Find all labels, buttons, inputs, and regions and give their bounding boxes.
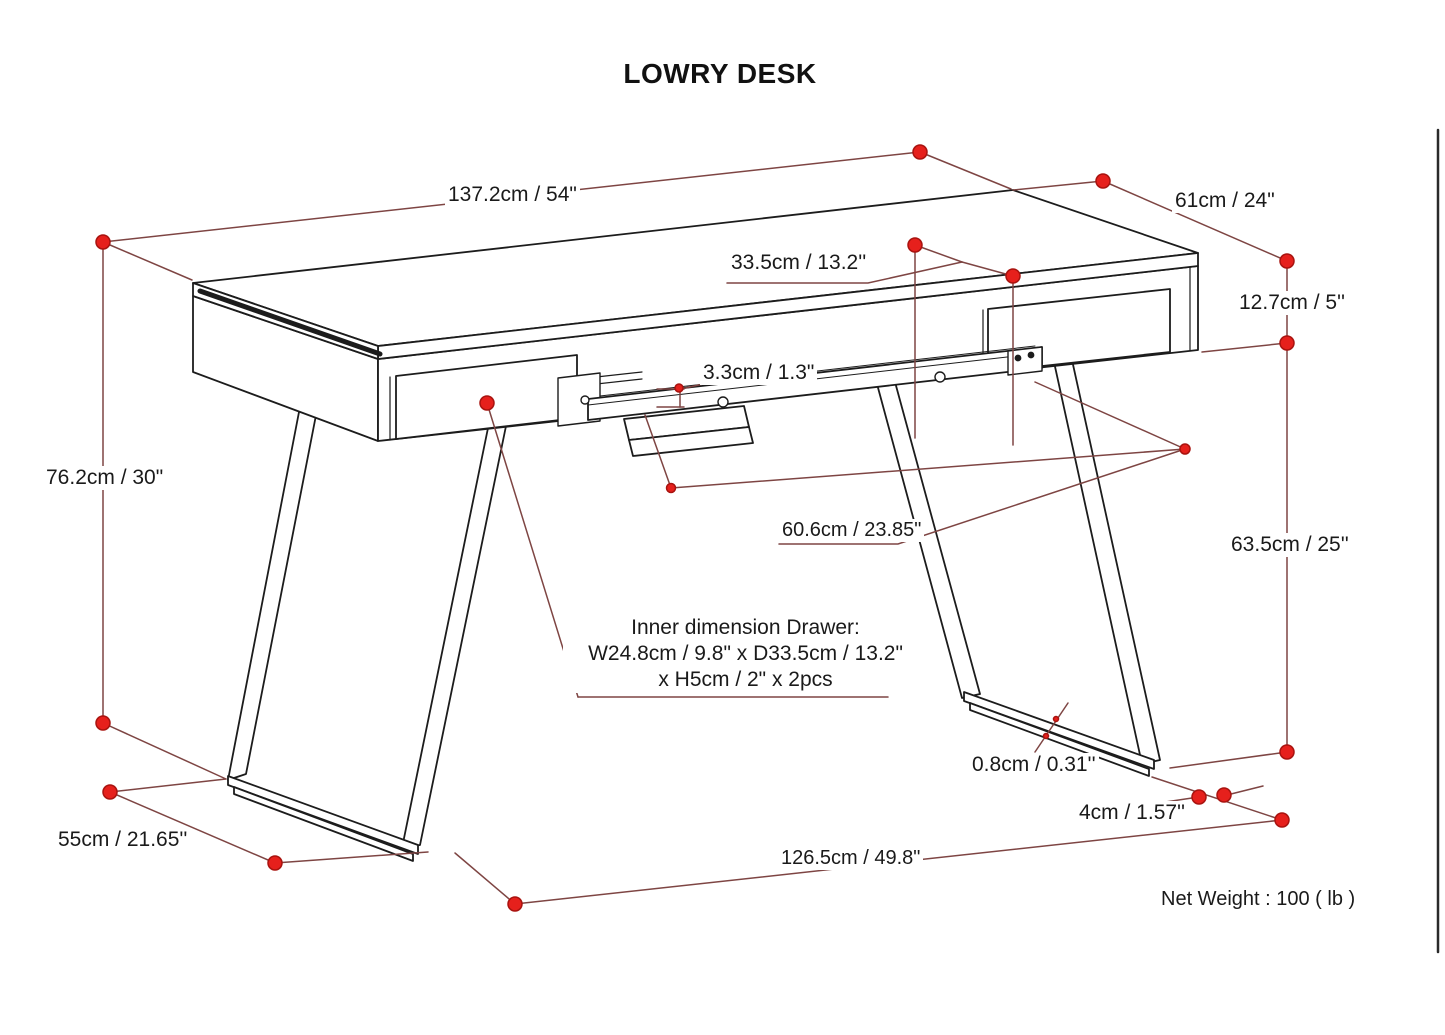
dimension-point: [1280, 336, 1294, 350]
dimension-point: [96, 716, 110, 730]
dimension-point: [1280, 254, 1294, 268]
dimension-tick: [1044, 734, 1049, 739]
dimension-point: [480, 396, 494, 410]
slide-bearing: [581, 396, 589, 404]
bracket-screw: [1016, 356, 1021, 361]
dimension-point: [1192, 790, 1206, 804]
dim-label-overall-height: 76.2cm / 30": [43, 466, 166, 490]
dimension-point-small: [1180, 444, 1190, 454]
dimension-point: [103, 785, 117, 799]
dim-label-plate-thickness: 0.8cm / 0.31'': [969, 753, 1099, 777]
dimension-point: [1006, 269, 1020, 283]
dim-label-drawer-depth: 33.5cm / 13.2'': [728, 251, 869, 275]
drawer-note-line2: W24.8cm / 9.8" x D33.5cm / 13.2": [588, 642, 903, 665]
page-title: LOWRY DESK: [623, 58, 817, 89]
dim-label-leg-height: 63.5cm / 25'': [1228, 533, 1352, 557]
dim-label-base-width: 126.5cm / 49.8": [778, 847, 923, 870]
dimension-point-small: [667, 484, 676, 493]
left-leg-foot-pad: [234, 787, 413, 861]
drawer-inner-dimension-note: [563, 615, 928, 693]
slide-bearing: [718, 397, 728, 407]
dimension-point: [268, 856, 282, 870]
left-leg-back-strut: [228, 410, 317, 780]
drawer-note-line3: x H5cm / 2" x 2pcs: [658, 668, 833, 691]
dimension-point: [1280, 745, 1294, 759]
dimension-point: [508, 897, 522, 911]
net-weight-text: Net Weight : 100 ( lb ): [1161, 888, 1356, 910]
dim-label-tray-width: 60.6cm / 23.85": [779, 519, 924, 542]
dim-label-top-depth: 61cm / 24": [1172, 189, 1278, 213]
dimension-point: [1096, 174, 1110, 188]
dimension-point: [908, 238, 922, 252]
dimension-point: [96, 235, 110, 249]
left-leg-foot: [228, 776, 418, 854]
dim-label-tray-thickness: 3.3cm / 1.3": [700, 361, 817, 385]
dimension-point: [1217, 788, 1231, 802]
dim-label-leg-bar-width: 4cm / 1.57'': [1076, 801, 1188, 825]
dimension-point: [913, 145, 927, 159]
slide-bearing: [935, 372, 945, 382]
dimension-point-small: [675, 384, 683, 392]
right-leg-front-strut: [1054, 360, 1160, 764]
drawer-note-line1: Inner dimension Drawer:: [631, 616, 860, 639]
dim-label-top-width: 137.2cm / 54": [445, 183, 580, 207]
dimension-tick: [1054, 717, 1059, 722]
dim-label-apron-height: 12.7cm / 5'': [1236, 291, 1348, 315]
bracket-screw: [1029, 353, 1034, 358]
left-leg-front-strut: [402, 426, 506, 848]
dimension-point: [1275, 813, 1289, 827]
dim-label-base-depth: 55cm / 21.65'': [55, 828, 190, 852]
